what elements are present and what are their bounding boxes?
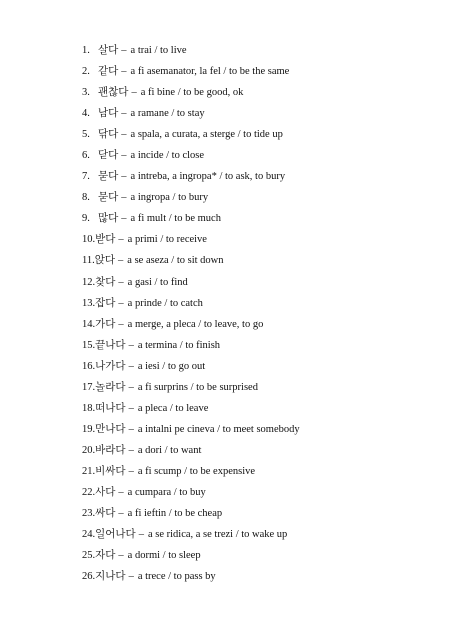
korean-word: 지나다 — [95, 570, 126, 583]
korean-word: 묻다 — [98, 191, 119, 204]
translation: a se aseza / to sit down — [127, 255, 224, 267]
korean-word: 사다 — [95, 485, 116, 498]
list-item — [82, 124, 300, 145]
item-number: 24. — [82, 529, 96, 541]
item-number: 22. — [82, 486, 96, 498]
dash-separator: – — [128, 465, 134, 477]
list-item — [82, 461, 300, 482]
translation: a dori / to want — [137, 444, 202, 456]
dash-separator: – — [121, 108, 127, 120]
list-item — [82, 229, 300, 250]
list-item — [82, 293, 300, 314]
item-number: 21. — [82, 465, 96, 477]
korean-word: 떠나다 — [95, 401, 126, 414]
translation: a merge, a pleca / to leave, to go — [127, 318, 264, 330]
list-item — [82, 356, 300, 377]
translation: a incide / to close — [130, 150, 205, 162]
dash-separator: – — [128, 444, 134, 456]
item-number: 8. — [82, 192, 90, 204]
item-number: 4. — [82, 108, 90, 120]
item-number: 5. — [82, 129, 90, 141]
list-item — [82, 482, 300, 503]
item-number: 2. — [82, 66, 90, 78]
korean-word: 남다 — [98, 107, 119, 120]
item-number: 25. — [82, 550, 96, 562]
list-item — [82, 145, 300, 166]
item-number: 17. — [82, 381, 96, 393]
list-item — [82, 61, 300, 82]
korean-word: 비싸다 — [95, 464, 126, 477]
translation: a termina / to finish — [137, 339, 221, 351]
dash-separator: – — [118, 318, 124, 330]
dash-separator: – — [118, 508, 124, 520]
korean-word: 가다 — [95, 317, 116, 330]
translation: a dormi / to sleep — [127, 550, 201, 562]
list-item — [82, 524, 300, 545]
korean-word: 일어나다 — [95, 528, 136, 541]
dash-separator: – — [128, 423, 134, 435]
list-item — [82, 82, 300, 103]
list-item — [82, 314, 300, 335]
item-number: 13. — [82, 297, 96, 309]
translation: a iesi / to go out — [137, 360, 206, 372]
item-number: 3. — [82, 87, 90, 99]
list-item — [82, 166, 300, 187]
translation: a cumpara / to buy — [127, 486, 206, 498]
item-number: 20. — [82, 444, 96, 456]
item-number: 26. — [82, 571, 96, 583]
korean-word: 잡다 — [95, 296, 116, 309]
dash-separator: – — [121, 66, 127, 78]
item-number: 23. — [82, 508, 96, 520]
translation: a spala, a curata, a sterge / to tide up — [130, 129, 283, 141]
item-number: 1. — [82, 45, 90, 56]
list-item — [82, 40, 300, 61]
korean-word: 닦다 — [98, 128, 119, 141]
item-number: 6. — [82, 150, 90, 162]
list-item — [82, 250, 300, 271]
translation: a pleca / to leave — [137, 402, 209, 414]
item-number: 12. — [82, 276, 96, 288]
dash-separator: – — [121, 192, 127, 204]
dash-separator: – — [128, 571, 134, 583]
translation: a fi surprins / to be surprised — [137, 381, 258, 393]
dash-separator: – — [138, 529, 144, 541]
korean-word: 받다 — [95, 233, 116, 246]
korean-word: 나가다 — [95, 359, 126, 372]
translation: a trece / to pass by — [137, 571, 216, 583]
dash-separator: – — [118, 234, 124, 246]
dash-separator: – — [128, 402, 134, 414]
translation: a fi ieftin / to be cheap — [127, 508, 223, 520]
item-number: 9. — [82, 213, 90, 225]
korean-word: 싸다 — [95, 507, 116, 520]
item-number: 14. — [82, 318, 96, 330]
list-item — [82, 377, 300, 398]
korean-word: 놀라다 — [95, 380, 126, 393]
korean-word: 끝나다 — [95, 338, 126, 351]
translation: a trai / to live — [130, 45, 187, 56]
translation: a intreba, a ingropa* / to ask, to bury — [130, 171, 286, 183]
dash-separator: – — [131, 87, 137, 99]
dash-separator: – — [121, 45, 127, 56]
korean-word: 살다 — [98, 44, 119, 56]
translation: a ingropa / to bury — [130, 192, 209, 204]
dash-separator: – — [128, 339, 134, 351]
translation: a se ridica, a se trezi / to wake up — [147, 529, 288, 541]
translation: a fi scump / to be expensive — [137, 465, 256, 477]
dash-separator: – — [121, 213, 127, 225]
list-item — [82, 503, 300, 524]
dash-separator: – — [118, 486, 124, 498]
korean-word: 괜찮다 — [98, 86, 129, 99]
translation: a fi bine / to be good, ok — [140, 87, 244, 99]
list-item — [82, 566, 300, 587]
list-item — [82, 419, 300, 440]
dash-separator: – — [118, 255, 124, 267]
dash-separator: – — [118, 276, 124, 288]
korean-word: 앉다 — [94, 254, 116, 267]
dash-separator: – — [118, 297, 124, 309]
translation: a ramane / to stay — [130, 108, 205, 120]
dash-separator: – — [121, 129, 127, 141]
item-number: 18. — [82, 402, 96, 414]
korean-word: 많다 — [98, 212, 119, 225]
list-item — [82, 440, 300, 461]
item-number: 11. — [82, 255, 95, 267]
translation: a primi / to receive — [127, 234, 207, 246]
dash-separator: – — [121, 171, 127, 183]
korean-word: 바라다 — [95, 443, 126, 456]
translation: a fi mult / to be much — [130, 213, 221, 225]
korean-word: 닫다 — [98, 149, 119, 162]
list-item — [82, 545, 300, 566]
list-item — [82, 208, 300, 229]
korean-word: 찾다 — [95, 275, 116, 288]
item-number: 16. — [82, 360, 96, 372]
list-item — [82, 272, 300, 293]
korean-word: 만나다 — [95, 422, 126, 435]
list-item — [82, 335, 300, 356]
translation: a fi asemanator, la fel / to be the same — [130, 66, 290, 78]
list-item — [82, 398, 300, 419]
vocabulary-list — [82, 40, 300, 587]
dash-separator: – — [118, 550, 124, 562]
item-number: 15. — [82, 339, 96, 351]
korean-word: 자다 — [95, 549, 116, 562]
item-number: 10. — [82, 234, 96, 246]
item-number: 19. — [82, 423, 96, 435]
translation: a intalni pe cineva / to meet somebody — [137, 423, 300, 435]
dash-separator: – — [128, 381, 134, 393]
list-item — [82, 103, 300, 124]
translation: a gasi / to find — [127, 276, 188, 288]
dash-separator: – — [128, 360, 134, 372]
korean-word: 묻다 — [98, 170, 119, 183]
korean-word: 같다 — [98, 65, 119, 78]
list-item — [82, 187, 300, 208]
translation: a prinde / to catch — [127, 297, 203, 309]
item-number: 7. — [82, 171, 90, 183]
dash-separator: – — [121, 150, 127, 162]
